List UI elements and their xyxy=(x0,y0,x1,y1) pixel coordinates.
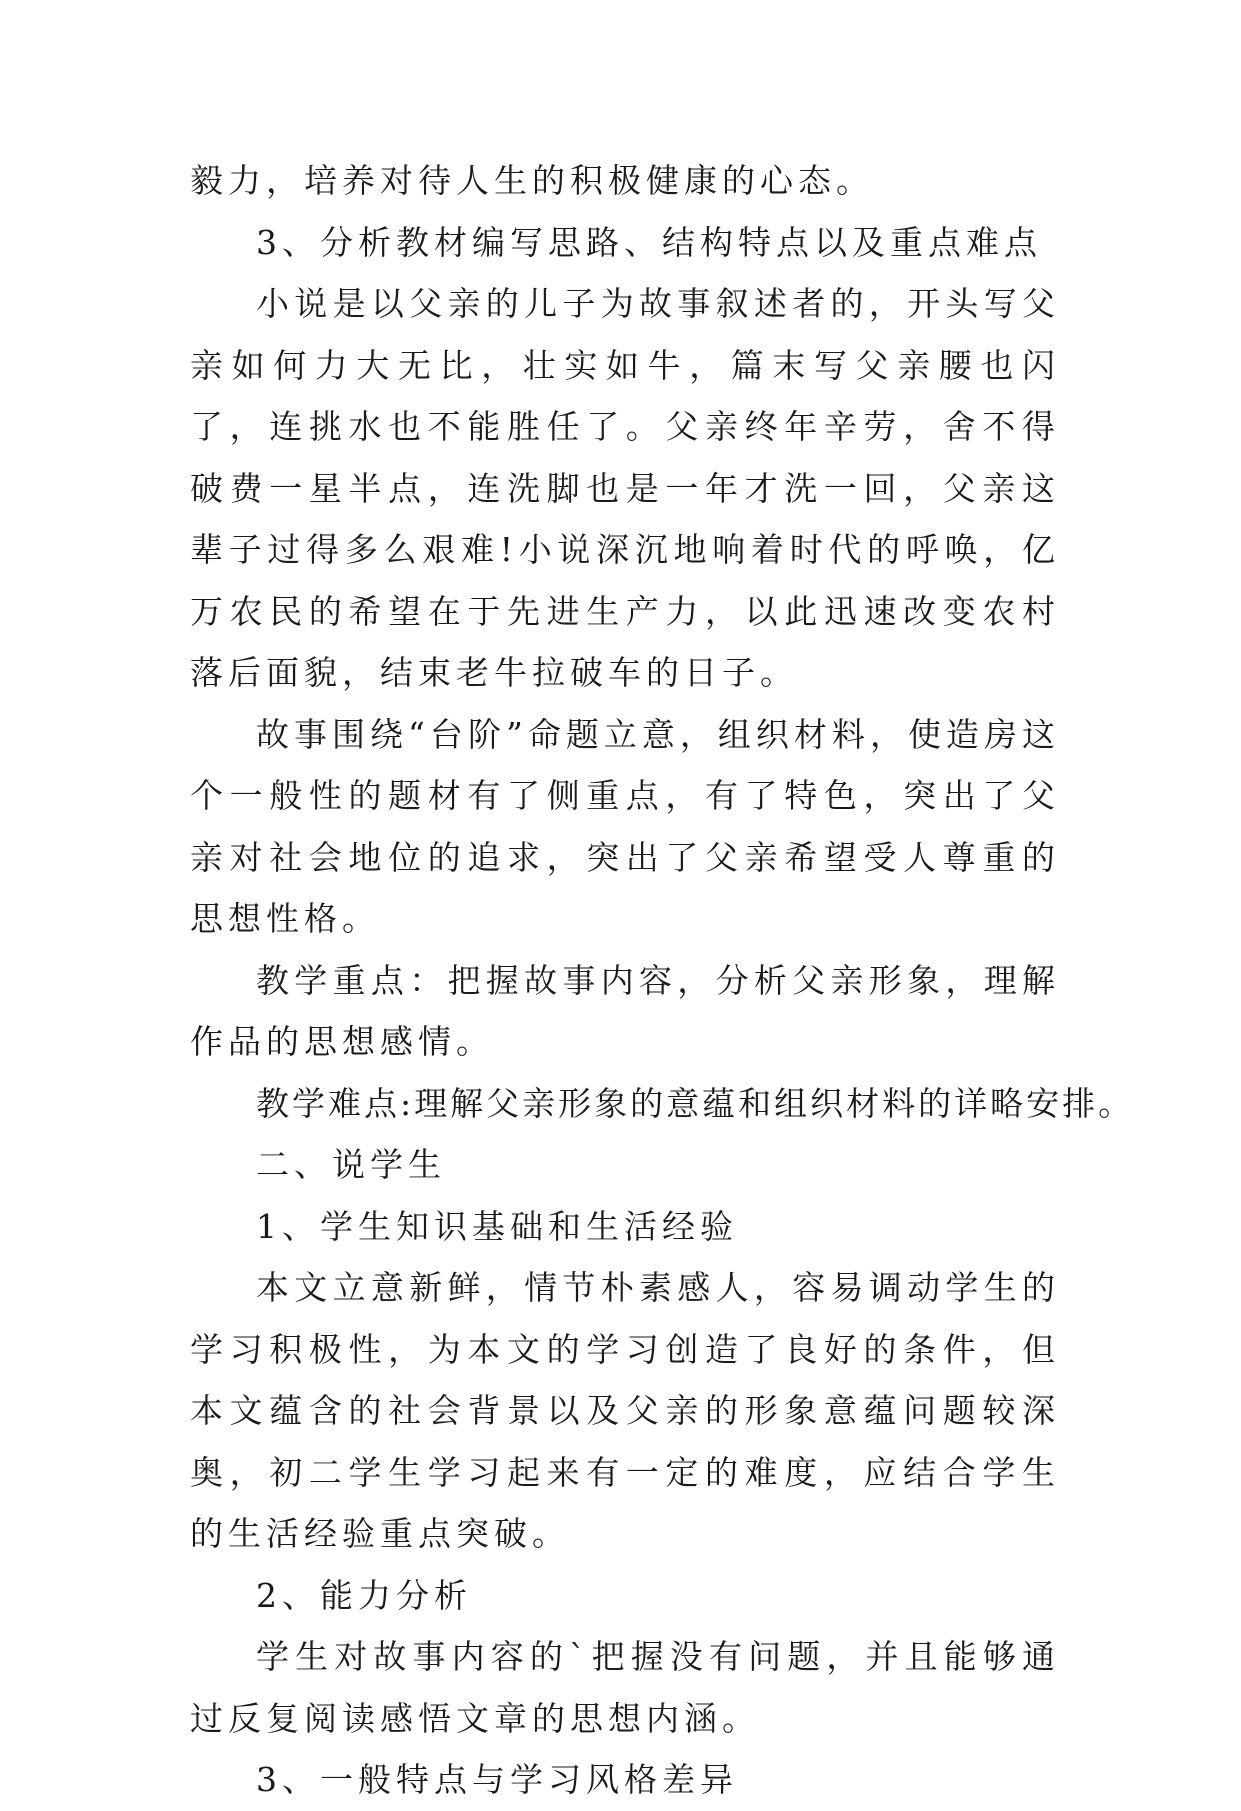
paragraph-novel-summary: 小说是以父亲的儿子为故事叙述者的，开头写父亲如何力大无比，壮实如牛，篇末写父亲腰也闪了，连挑水也不能胜任了。父亲终年辛劳，舍不得破费一星半点，连洗脚也是一年才洗一回，父亲这辈子过得多么艰难!小说深沉地响着时代的呼唤，亿万农民的希望在于先进生产力，以此迅速改变农村落后面貌，结束老牛拉破车的日子。 xyxy=(190,284,1060,692)
paragraph-teaching-difficulty: 教学难点:理解父亲形象的意蕴和组织材料的详略安排。 xyxy=(256,1083,1135,1123)
section-heading-knowledge: 1、学生知识基础和生活经验 xyxy=(256,1206,738,1246)
document-body xyxy=(190,150,1135,1811)
section-heading-3: 3、分析教材编写思路、结构特点以及重点难点 xyxy=(256,222,1042,262)
section-heading-learning-style: 3、一般特点与学习风格差异 xyxy=(256,1760,738,1799)
paragraph-ability: 学生对故事内容的`把握没有问题，并且能够通过反复阅读感悟文章的思想内涵。 xyxy=(190,1637,1060,1738)
section-heading-students: 二、说学生 xyxy=(256,1145,446,1184)
section-heading-ability: 2、能力分析 xyxy=(256,1575,472,1615)
paragraph-story-theme: 故事围绕“台阶”命题立意，组织材料，使造房这个一般性的题材有了侧重点，有了特色，突出了父亲对社会地位的追求，突出了父亲希望受人尊重的思想性格。 xyxy=(190,714,1060,938)
paragraph-knowledge: 本文立意新鲜，情节朴素感人，容易调动学生的学习积极性，为本文的学习创造了良好的条件，但本文蕴含的社会背景以及父亲的形象意蕴问题较深奥，初二学生学习起来有一定的难度，应结合学生的生活经验重点突破。 xyxy=(190,1268,1060,1553)
paragraph-teaching-focus: 教学重点：把握故事内容，分析父亲形象，理解作品的思想感情。 xyxy=(190,960,1060,1061)
paragraph-continuation: 毅力，培养对待人生的积极健康的心态。 xyxy=(190,161,874,200)
